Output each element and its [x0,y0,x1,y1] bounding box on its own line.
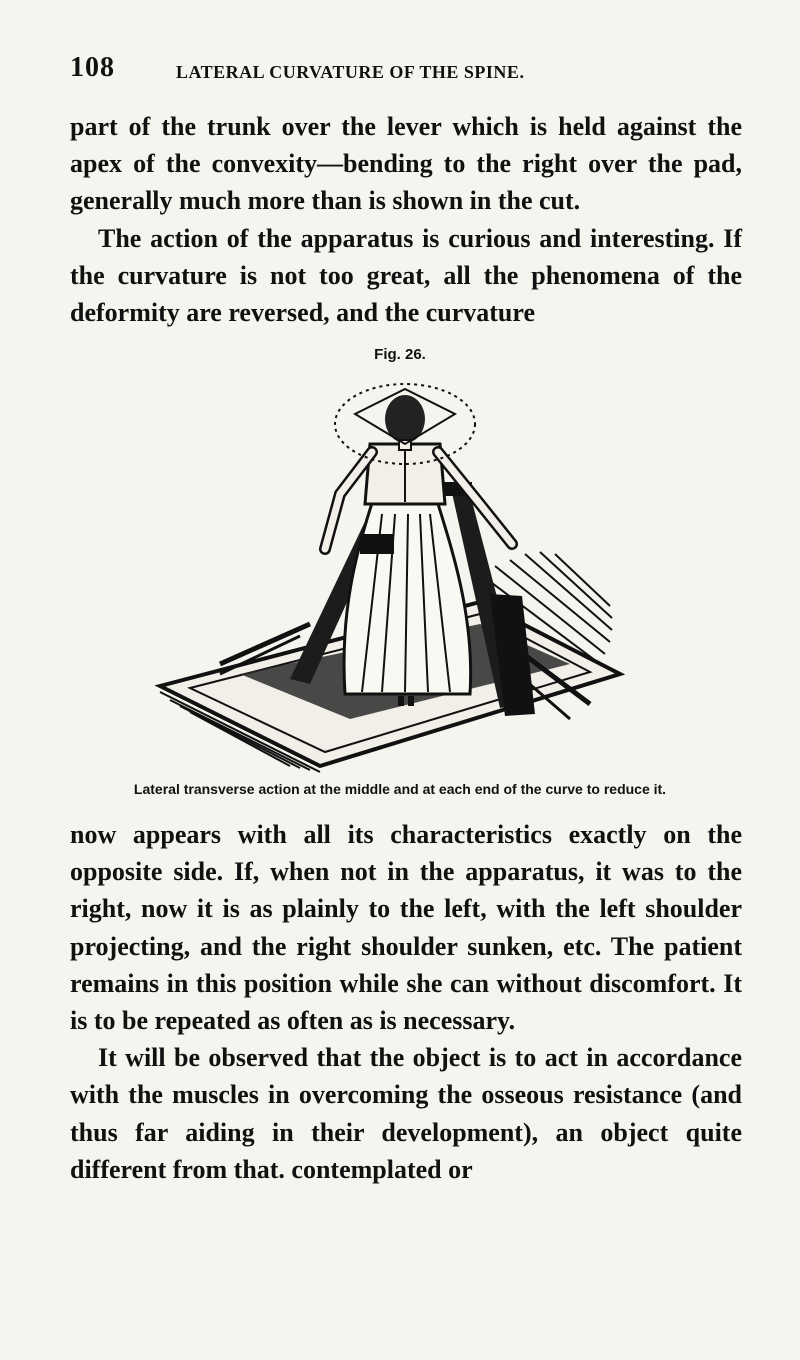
figure-label: Fig. 26. [374,346,426,363]
figure-caption: Lateral transverse action at the middle and at each end of the curve to reduce it. [133,781,667,797]
body-text-bottom [70,816,742,1188]
paragraph: It will be observed that the object is to act in accordance with the muscles in overcoming the osseous resistance (and thus far aiding in their development), an object quite different from that. contemplated or [70,1043,742,1184]
page-number: 108 [70,52,115,83]
body-text-top [70,108,742,331]
running-head: LATERAL CURVATURE OF THE SPINE. [176,62,525,82]
paragraph: The action of the apparatus is curious and interesting. If the curvature is not too great, all the phenomena of the deformity are reversed, and the curvature [70,223,742,328]
figure-illustration [150,374,630,776]
paragraph: now appears with all its characteristics exactly on the opposite side. If, when not in the apparatus, it was to the right, now it is as plainly to the left, with the left shoulder projecting, and the right shoulder sunken, etc. The patient remains in this position while she can without discomfort. It is to be repeated as often as is necessary. [70,820,742,1036]
page-header [70,52,740,92]
apparatus-engraving [150,374,630,776]
paragraph: part of the trunk over the lever which is held against the apex of the convexity—bending to the right over the pad, generally much more than is shown in the cut. [70,112,742,216]
